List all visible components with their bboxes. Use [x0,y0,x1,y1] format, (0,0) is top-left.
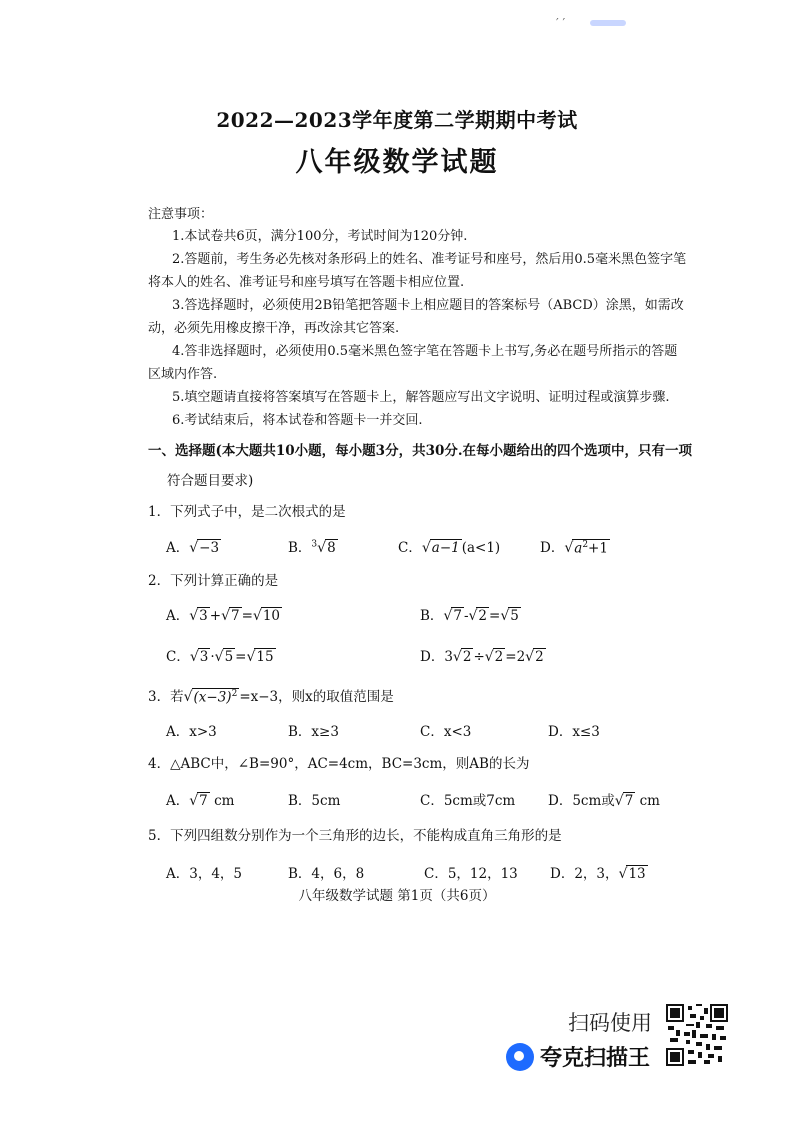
brand-watermark [506,1041,650,1072]
question-3-stem: 3．若$√(x-3)^2 =x-3$，则x的取值范围是 [148,688,394,705]
section-heading: 一、选择题(本大题共10小题，每小题3分，共30分.在每小题给出的四个选项中，只有一项 [148,443,693,459]
q4-option-b: B．5cm [288,793,341,809]
q2-option-b: B．√7 -√2 =√5 [420,608,519,624]
q4-option-d: D．5cm或√7 cm [548,793,660,809]
exam-subtitle: 八年级数学试题 [295,147,499,178]
notice-item-3: 3.答选择题时，必须使用2B铅笔把答题卡上相应题目的答案标号（ABCD）涂黑，如需改 [172,298,684,313]
q1-option-b: B．$^3$√8 [288,539,336,556]
q3-option-d: D．x≤3 [548,724,600,740]
qr-code-icon[interactable] [666,1004,728,1066]
q3-option-a: A．x>3 [166,724,217,740]
notice-item-3-cont: 动，必须先用橡皮擦干净，再改涂其它答案. [148,321,400,336]
q1-option-a: A．√−3 [166,540,220,556]
page-footer: 八年级数学试题 第1页（共6页） [298,888,496,904]
q1-option-c: C．√a−1 (a<1) [398,540,501,556]
q5-option-a: A．3，4，5 [166,866,243,882]
scan-mark: ′ ′ [556,16,566,30]
q2-option-c: C．√3 ·√5 =√15 [166,649,274,665]
q4-option-c: C．5cm或7cm [420,793,516,809]
question-2-stem: 2．下列计算正确的是 [148,573,279,589]
section-heading-cont: 符合题目要求) [167,473,254,489]
q5-option-b: B．4，6，8 [288,866,365,882]
q3-option-c: C．x<3 [420,724,472,740]
notice-item-4-cont: 区域内作答. [148,367,218,382]
q1-option-d: D．$√a^2+1$ [540,539,608,556]
scan-smudge [590,20,626,26]
exam-title: 2022—2023学年度第二学期期中考试 [216,108,578,132]
q2-option-a: A．√3 +√7 =√10 [166,608,281,624]
notice-heading: 注意事项： [148,207,214,222]
notice-item-6: 6.考试结束后，将本试卷和答题卡一并交回. [172,413,423,428]
scan-to-use-label: 扫码使用 [568,1011,652,1035]
question-1-stem: 1．下列式子中，是二次根式的是 [148,504,346,520]
question-4-stem: 4．△ABC中，∠B=90°，AC=4cm，BC=3cm，则AB的长为 [148,756,530,772]
q4-option-a: A．√7 cm [166,793,235,809]
notice-item-4: 4.答非选择题时，必须使用0.5毫米黑色签字笔在答题卡上书写,务必在题号所指示的答题 [172,344,678,359]
quark-logo-icon [506,1043,534,1071]
question-5-stem: 5．下列四组数分别作为一个三角形的边长，不能构成直角三角形的是 [148,828,562,844]
notice-item-5: 5.填空题请直接将答案填写在答题卡上，解答题应写出文字说明、证明过程或演算步骤. [172,390,670,405]
q5-option-c: C．5，12，13 [424,866,518,882]
q5-option-d: D．2，3，√13 [550,866,646,882]
notice-item-2: 2.答题前，考生务必先核对条形码上的姓名、准考证号和座号，然后用0.5毫米黑色签字笔 [172,252,687,267]
q2-option-d: D．3√2 ÷√2 =2√2 [420,649,544,665]
notice-item-2-cont: 将本人的姓名、准考证号和座号填写在答题卡相应位置. [148,275,465,290]
q3-option-b: B．x≥3 [288,724,339,740]
brand-name: 夸克扫描王 [540,1046,651,1071]
notice-item-1: 1.本试卷共6页，满分100分，考试时间为120分钟. [172,229,468,244]
